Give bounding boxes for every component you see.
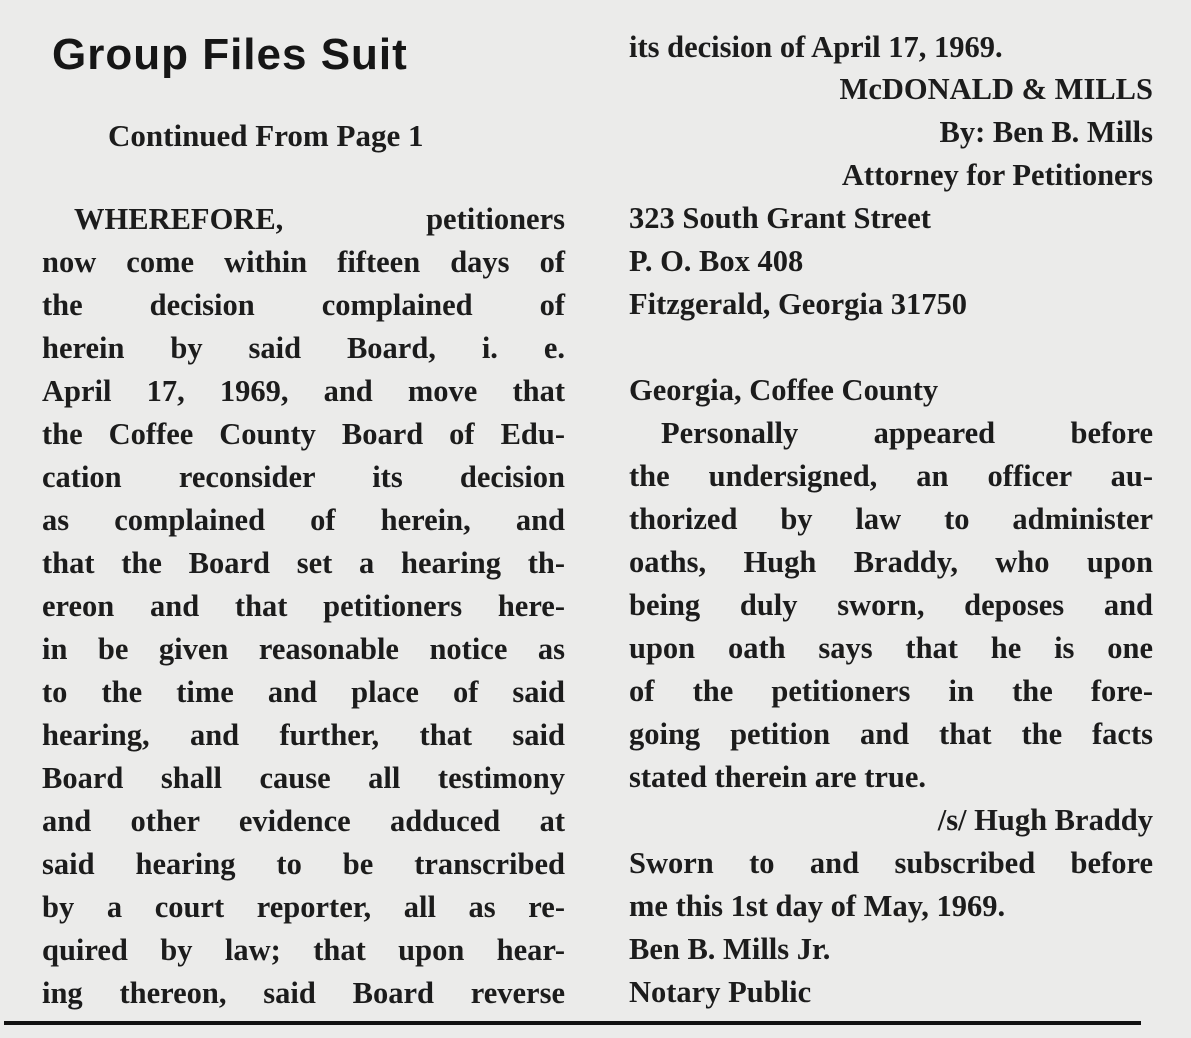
text-line: now come within fifteen days of (42, 245, 565, 279)
attorney-by-line: By: Ben B. Mills (939, 115, 1153, 149)
text-line: by a court reporter, all as re- (42, 890, 565, 924)
text-line: April 17, 1969, and move that (42, 374, 565, 408)
venue-line: Georgia, Coffee County (629, 373, 939, 407)
text-line: and other evidence adduced at (42, 804, 565, 838)
text-line: stated therein are true. (629, 760, 927, 794)
address-line: P. O. Box 408 (629, 244, 804, 278)
text-line: herein by said Board, i. e. (42, 331, 565, 365)
text-line: going petition and that the facts (629, 717, 1153, 751)
text-line: quired by law; that upon hear- (42, 933, 565, 967)
text-line: oaths, Hugh Braddy, who upon (629, 545, 1153, 579)
text-line: WHEREFORE, petitioners (74, 202, 565, 236)
text-line: the undersigned, an officer au- (629, 459, 1153, 493)
text-line: ing thereon, said Board reverse (42, 976, 565, 1010)
text-line: its decision of April 17, 1969. (629, 30, 1003, 64)
continued-note: Continued From Page 1 (108, 118, 424, 153)
address-line: 323 South Grant Street (629, 201, 931, 235)
text-line: in be given reasonable notice as (42, 632, 565, 666)
text-line: the decision complained of (42, 288, 565, 322)
text-line: hearing, and further, that said (42, 718, 565, 752)
text-line: Board shall cause all testimony (42, 761, 565, 795)
text-line: being duly sworn, deposes and (629, 588, 1153, 622)
bottom-rule (4, 1021, 1141, 1025)
address-line: Fitzgerald, Georgia 31750 (629, 287, 967, 321)
text-line: Personally appeared before (661, 416, 1153, 450)
text-line: said hearing to be transcribed (42, 847, 565, 881)
signature-line: /s/ Hugh Braddy (937, 803, 1153, 837)
text-line: me this 1st day of May, 1969. (629, 889, 1006, 923)
notary-title: Notary Public (629, 975, 812, 1009)
text-line: Sworn to and subscribed before (629, 846, 1153, 880)
text-line: of the petitioners in the fore- (629, 674, 1153, 708)
headline: Group Files Suit (52, 30, 408, 79)
text-line: thorized by law to administer (629, 502, 1153, 536)
law-firm-name: McDONALD & MILLS (839, 72, 1153, 106)
text-line: cation reconsider its decision (42, 460, 565, 494)
text-line: as complained of herein, and (42, 503, 565, 537)
notary-name: Ben B. Mills Jr. (629, 932, 831, 966)
text-line: ereon and that petitioners here- (42, 589, 565, 623)
text-line: upon oath says that he is one (629, 631, 1153, 665)
text-line: to the time and place of said (42, 675, 565, 709)
text-line: that the Board set a hearing th- (42, 546, 565, 580)
attorney-role: Attorney for Petitioners (841, 158, 1153, 192)
text-line: the Coffee County Board of Edu- (42, 417, 565, 451)
